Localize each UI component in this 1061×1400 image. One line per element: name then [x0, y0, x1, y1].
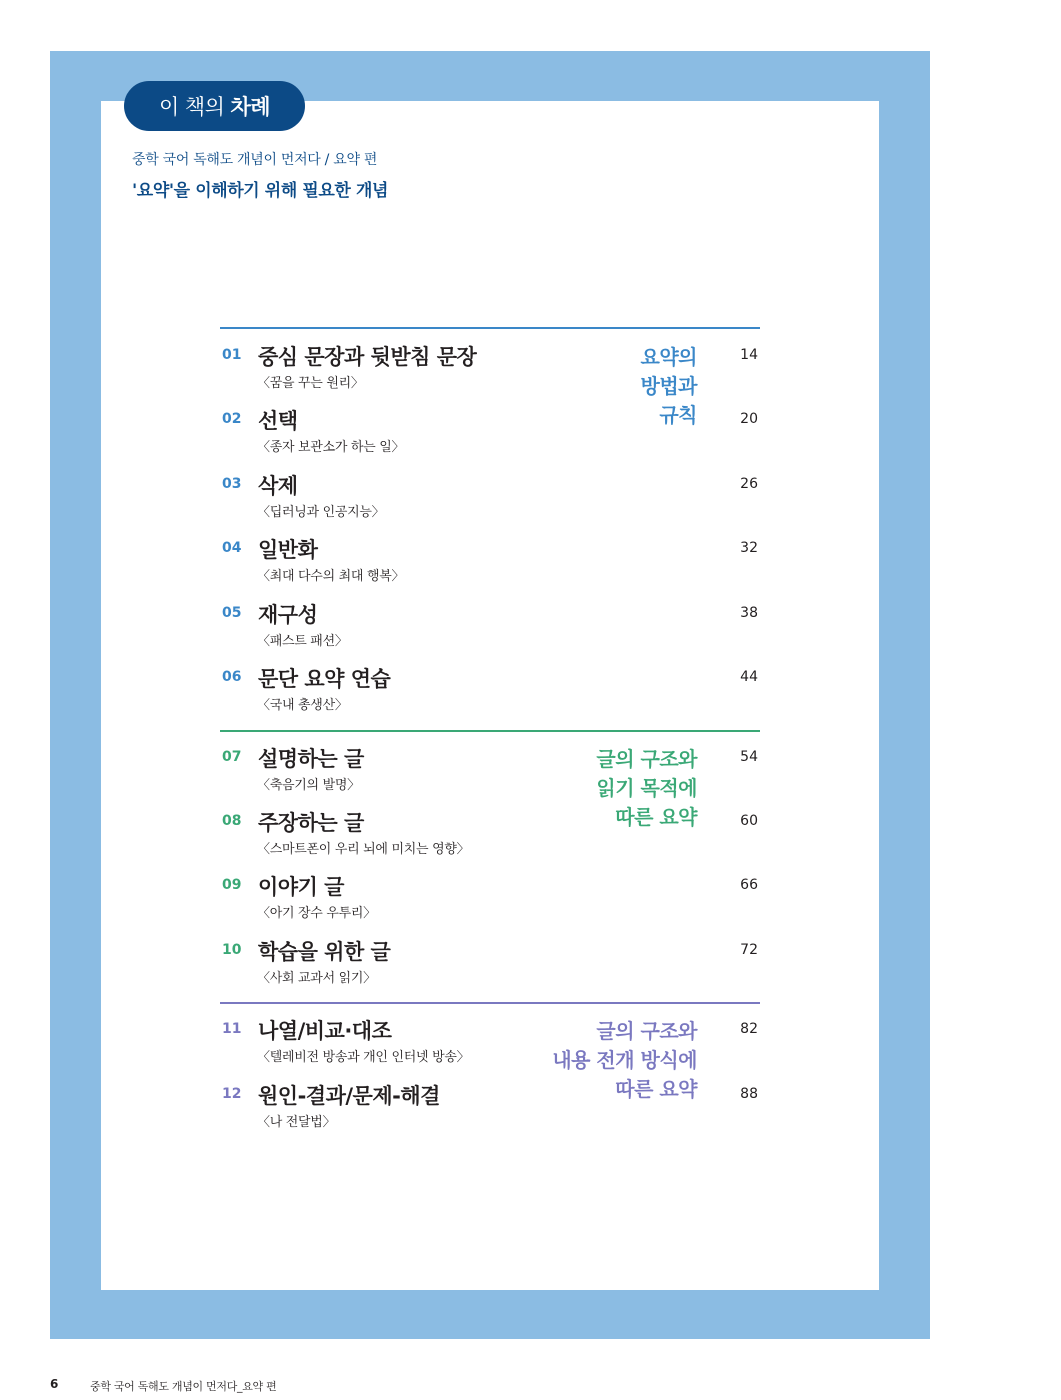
entry-title: 문단 요약 연습	[258, 667, 391, 691]
section-1-label-line: 요약의	[640, 345, 697, 369]
entry-page-number: 66	[740, 877, 758, 893]
entry-page-number: 20	[740, 411, 758, 427]
entry-subtitle: 〈축음기의 발명〉	[257, 778, 360, 793]
entry-number: 06	[222, 669, 242, 685]
footer-book-title: 중학 국어 독해도 개념이 먼저다_요약 편	[90, 1380, 277, 1393]
toc-entry[interactable]	[220, 1021, 760, 1073]
section-3-label-line: 글의 구조와	[596, 1019, 697, 1043]
entry-number: 07	[222, 749, 242, 765]
entry-subtitle: 〈최대 다수의 최대 행복〉	[257, 569, 405, 584]
toc-entry[interactable]	[220, 877, 760, 929]
toc-entry[interactable]	[220, 1086, 760, 1138]
entry-subtitle: 〈종자 보관소가 하는 일〉	[257, 440, 405, 455]
entry-page-number: 60	[740, 813, 758, 829]
entry-number: 08	[222, 813, 242, 829]
entry-number: 01	[222, 347, 242, 363]
toc-entry[interactable]	[220, 605, 760, 657]
entry-title: 일반화	[258, 538, 318, 562]
entry-title: 학습을 위한 글	[258, 940, 391, 964]
entry-subtitle: 〈국내 총생산〉	[257, 698, 348, 713]
toc-entry[interactable]	[220, 476, 760, 528]
toc-entry[interactable]	[220, 540, 760, 592]
entry-page-number: 44	[740, 669, 758, 685]
entry-title: 원인-결과/문제-해결	[258, 1084, 440, 1108]
entry-number: 03	[222, 476, 242, 492]
entry-number: 05	[222, 605, 242, 621]
toc-entry[interactable]	[220, 749, 760, 801]
entry-page-number: 82	[740, 1021, 758, 1037]
entry-subtitle: 〈텔레비전 방송과 개인 인터넷 방송〉	[257, 1050, 470, 1065]
entry-number: 09	[222, 877, 242, 893]
entry-subtitle: 〈나 전달법〉	[257, 1115, 336, 1130]
section-1-rule	[220, 327, 760, 329]
entry-number: 11	[222, 1021, 242, 1037]
toc-entry[interactable]	[220, 411, 760, 463]
section-1-label-line: 규칙	[659, 403, 697, 427]
section-2-label-line: 글의 구조와	[596, 747, 697, 771]
toc-title-bold: 차례	[230, 95, 271, 119]
entry-page-number: 54	[740, 749, 758, 765]
toc-entry[interactable]	[220, 347, 760, 399]
entry-page-number: 88	[740, 1086, 758, 1102]
footer-page-number: 6	[50, 1377, 59, 1391]
entry-page-number: 26	[740, 476, 758, 492]
entry-subtitle: 〈딥러닝과 인공지능〉	[257, 505, 385, 520]
entry-number: 10	[222, 942, 242, 958]
section-3-label-line: 내용 전개 방식에	[552, 1048, 697, 1072]
entry-number: 12	[222, 1086, 242, 1102]
toc-title-prefix: 이 책의	[158, 95, 225, 119]
entry-subtitle: 〈패스트 패션〉	[257, 634, 348, 649]
entry-subtitle: 〈사회 교과서 읽기〉	[257, 971, 376, 986]
section-headline: '요약'을 이해하기 위해 필요한 개념	[132, 181, 388, 201]
entry-page-number: 14	[740, 347, 758, 363]
book-subtitle: 중학 국어 독해도 개념이 먼저다 / 요약 편	[132, 152, 378, 168]
section-3-label-line: 따른 요약	[615, 1077, 697, 1101]
section-3-rule	[220, 1002, 760, 1004]
entry-title: 주장하는 글	[258, 811, 364, 835]
toc-title-pill	[124, 81, 305, 131]
section-2-label-line: 따른 요약	[615, 805, 697, 829]
toc-entry[interactable]	[220, 669, 760, 721]
section-2-rule	[220, 730, 760, 732]
entry-title: 삭제	[258, 474, 298, 498]
entry-page-number: 32	[740, 540, 758, 556]
entry-title: 재구성	[258, 603, 318, 627]
entry-title: 중심 문장과 뒷받침 문장	[258, 345, 477, 369]
entry-subtitle: 〈아기 장수 우투리〉	[257, 906, 376, 921]
entry-subtitle: 〈스마트폰이 우리 뇌에 미치는 영향〉	[257, 842, 470, 857]
entry-title: 설명하는 글	[258, 747, 364, 771]
entry-title: 이야기 글	[258, 875, 344, 899]
section-1-label-line: 방법과	[640, 374, 697, 398]
entry-number: 02	[222, 411, 242, 427]
entry-subtitle: 〈꿈을 꾸는 원리〉	[257, 376, 364, 391]
toc-entry[interactable]	[220, 813, 760, 865]
entry-title: 나열/비교·대조	[258, 1019, 392, 1043]
entry-page-number: 38	[740, 605, 758, 621]
toc-entry[interactable]	[220, 942, 760, 994]
section-2-label-line: 읽기 목적에	[596, 776, 697, 800]
entry-number: 04	[222, 540, 242, 556]
entry-page-number: 72	[740, 942, 758, 958]
entry-title: 선택	[258, 409, 298, 433]
